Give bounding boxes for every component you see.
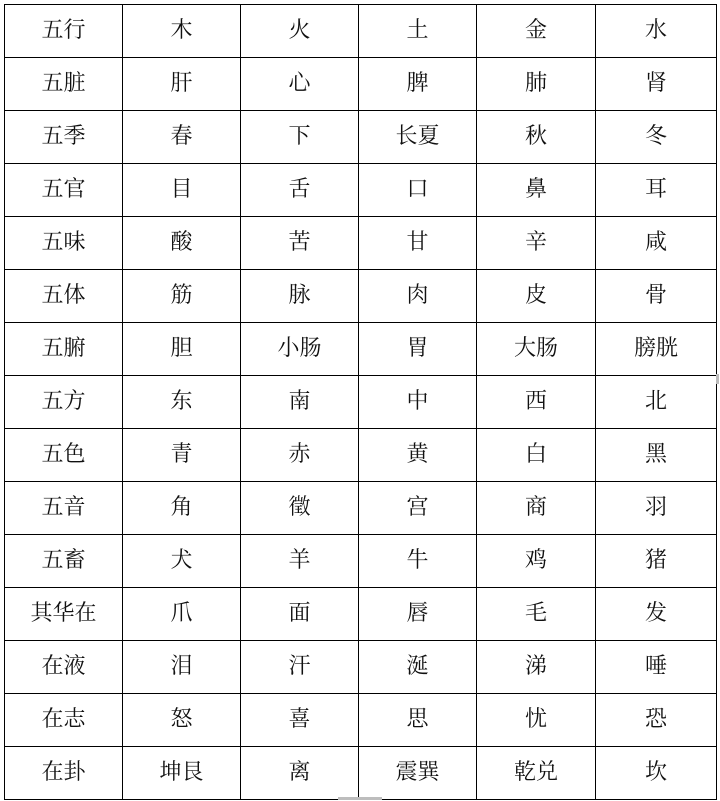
table-cell: 唾: [596, 641, 717, 694]
table-cell: 中: [359, 376, 477, 429]
table-cell: 胆: [123, 323, 241, 376]
table-cell: 筋: [123, 270, 241, 323]
table-row: [5, 58, 717, 111]
five-elements-table: [4, 4, 717, 800]
table-cell: 毛: [477, 588, 596, 641]
table-cell: 舌: [241, 164, 359, 217]
table-cell: 震巽: [359, 747, 477, 800]
table-cell: 苦: [241, 217, 359, 270]
row-label: 五官: [5, 164, 123, 217]
table-cell: 角: [123, 482, 241, 535]
table-cell: 耳: [596, 164, 717, 217]
table-cell: 东: [123, 376, 241, 429]
table-cell: 商: [477, 482, 596, 535]
table-cell: 泪: [123, 641, 241, 694]
table-cell: 肉: [359, 270, 477, 323]
row-label: 在液: [5, 641, 123, 694]
table-cell: 肾: [596, 58, 717, 111]
table-row: [5, 588, 717, 641]
table-cell: 骨: [596, 270, 717, 323]
table-cell: 面: [241, 588, 359, 641]
table-cell: 目: [123, 164, 241, 217]
table-cell: 坤艮: [123, 747, 241, 800]
table-cell: 涕: [477, 641, 596, 694]
row-label: 五方: [5, 376, 123, 429]
table-cell: 唇: [359, 588, 477, 641]
table-cell: 涎: [359, 641, 477, 694]
table-cell: 羊: [241, 535, 359, 588]
table-cell: 下: [241, 111, 359, 164]
table-row-marker: [716, 374, 719, 384]
table-row: [5, 747, 717, 800]
table-cell: 皮: [477, 270, 596, 323]
table-cell: 胃: [359, 323, 477, 376]
table-cell: 黄: [359, 429, 477, 482]
row-label: 五味: [5, 217, 123, 270]
table-cell: 酸: [123, 217, 241, 270]
row-label: 在志: [5, 694, 123, 747]
row-label: 五季: [5, 111, 123, 164]
table-row: [5, 111, 717, 164]
table-cell: 长夏: [359, 111, 477, 164]
table-row: [5, 5, 717, 58]
table-cell: 心: [241, 58, 359, 111]
table-cell: 汗: [241, 641, 359, 694]
table-row: [5, 429, 717, 482]
table-cell: 秋: [477, 111, 596, 164]
row-label: 在卦: [5, 747, 123, 800]
table-cell: 火: [241, 5, 359, 58]
table-row: [5, 694, 717, 747]
table-cell: 白: [477, 429, 596, 482]
row-label: 五音: [5, 482, 123, 535]
table-cell: 坎: [596, 747, 717, 800]
table-body: [5, 5, 717, 800]
table-cell: 辛: [477, 217, 596, 270]
table-cell: 恐: [596, 694, 717, 747]
table-cell: 膀胱: [596, 323, 717, 376]
table-cell: 徵: [241, 482, 359, 535]
table-cell: 犬: [123, 535, 241, 588]
table-cell: 思: [359, 694, 477, 747]
table-cell: 喜: [241, 694, 359, 747]
table-cell: 口: [359, 164, 477, 217]
row-label: 五体: [5, 270, 123, 323]
table-cell: 乾兑: [477, 747, 596, 800]
table-cell: 木: [123, 5, 241, 58]
table-cell: 忧: [477, 694, 596, 747]
table-cell: 春: [123, 111, 241, 164]
table-row: [5, 482, 717, 535]
row-label: 五色: [5, 429, 123, 482]
table-cell: 水: [596, 5, 717, 58]
table-cell: 羽: [596, 482, 717, 535]
table-cell: 牛: [359, 535, 477, 588]
table-cell: 冬: [596, 111, 717, 164]
table-cell: 猪: [596, 535, 717, 588]
table-cell: 宫: [359, 482, 477, 535]
table-cell: 离: [241, 747, 359, 800]
table-cell: 金: [477, 5, 596, 58]
table-cell: 鸡: [477, 535, 596, 588]
table-cell: 北: [596, 376, 717, 429]
table-cell: 脾: [359, 58, 477, 111]
table-cell: 甘: [359, 217, 477, 270]
table-cell: 南: [241, 376, 359, 429]
table-row: [5, 164, 717, 217]
table-cell: 肝: [123, 58, 241, 111]
table-row: [5, 270, 717, 323]
table-cell: 大肠: [477, 323, 596, 376]
table-cell: 怒: [123, 694, 241, 747]
table-cell: 咸: [596, 217, 717, 270]
row-label: 其华在: [5, 588, 123, 641]
table-row: [5, 535, 717, 588]
table-cell: 赤: [241, 429, 359, 482]
table-cell: 肺: [477, 58, 596, 111]
table-row: [5, 217, 717, 270]
table-cell: 小肠: [241, 323, 359, 376]
row-label: 五畜: [5, 535, 123, 588]
table-cell: 土: [359, 5, 477, 58]
row-label: 五腑: [5, 323, 123, 376]
row-label: 五脏: [5, 58, 123, 111]
table-cell: 脉: [241, 270, 359, 323]
table-cell: 发: [596, 588, 717, 641]
table-row: [5, 323, 717, 376]
table-cell: 西: [477, 376, 596, 429]
table-cell: 黑: [596, 429, 717, 482]
table-row: [5, 641, 717, 694]
table-cell: 爪: [123, 588, 241, 641]
row-label: 五行: [5, 5, 123, 58]
table-cell: 鼻: [477, 164, 596, 217]
table-cell: 青: [123, 429, 241, 482]
table-row: [5, 376, 717, 429]
table-resize-marker: [338, 797, 382, 800]
